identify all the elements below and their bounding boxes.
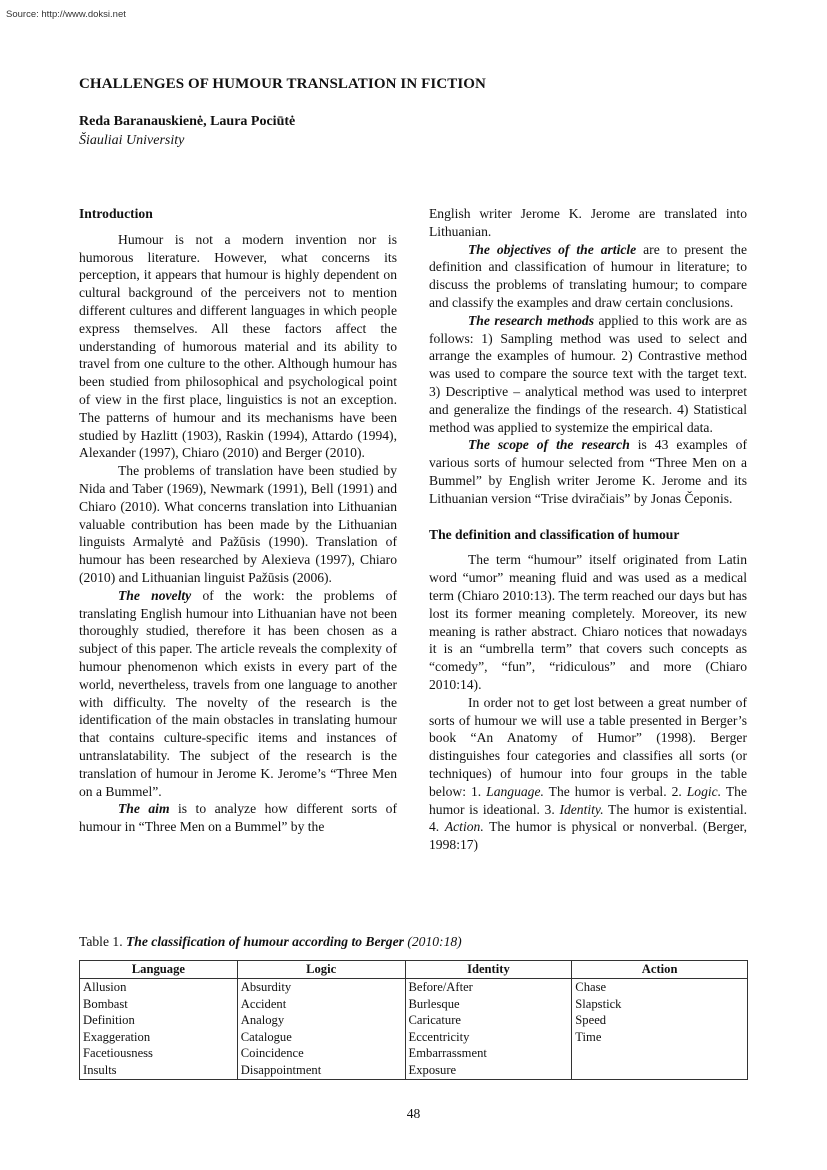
category-logic: Logic. <box>686 783 722 799</box>
table-header-cell: Identity <box>405 961 572 979</box>
table-cell: Time <box>572 1029 748 1046</box>
table-row <box>80 1045 748 1062</box>
section-heading-introduction: Introduction <box>79 206 153 221</box>
table-cell: Coincidence <box>237 1045 405 1062</box>
table-cell: Facetiousness <box>80 1045 238 1062</box>
table-cell <box>572 1045 748 1062</box>
paragraph-text: The humor is ideational. 3. <box>429 783 747 817</box>
paragraph <box>79 587 397 801</box>
table-row <box>80 1029 748 1046</box>
section-heading-definition: The definition and classification of humour <box>429 526 680 542</box>
table-cell: Chase <box>572 979 748 996</box>
paragraph-lead: The scope of the research <box>468 437 630 453</box>
paragraph-text: The humor is physical or nonverbal. (Berger, 1998:17) <box>429 819 748 853</box>
paragraph-text: The humor is existential. 4. <box>429 801 747 835</box>
paragraph-text: is 43 examples of various sorts of humour selected from “Three Men on a Bummel” by English writer Jerome K. Jerome and its Lithuanian version “Trise dviračiais” by Jonas Čeponis. <box>429 437 747 506</box>
table-cell: Bombast <box>80 996 238 1013</box>
source-url: Source: http://www.doksi.net <box>6 9 126 20</box>
table-caption-title: The classification of humour according to Berger <box>126 934 404 949</box>
paragraph-lead: The novelty <box>118 587 192 603</box>
paragraph-lead: The aim <box>118 801 170 817</box>
table-cell: Burlesque <box>405 996 572 1013</box>
table-cell <box>572 1062 748 1079</box>
affiliation: Šiauliai University <box>79 133 185 148</box>
table-header-cell: Logic <box>237 961 405 979</box>
table-cell: Speed <box>572 1012 748 1029</box>
table-header-cell: Action <box>572 961 748 979</box>
table-row <box>80 979 748 996</box>
table-cell: Slapstick <box>572 996 748 1013</box>
table-cell: Disappointment <box>237 1062 405 1079</box>
paragraph <box>429 694 747 854</box>
page-number: 48 <box>406 1106 421 1121</box>
category-identity: Identity. <box>559 801 604 817</box>
table-header-cell: Language <box>80 961 238 979</box>
table-cell: Embarrassment <box>405 1045 572 1062</box>
table-header-row <box>80 961 748 979</box>
paragraph-text: In order not to get lost between a great number of sorts of humour we will use a table presented in Berger’s book “An Anatomy of Humor” (1998). Berger distinguishes four categories and classifies all sorts (or techniques) of humour into four groups in the table below: 1. <box>429 694 747 799</box>
table-caption-prefix: Table 1. <box>79 934 126 949</box>
table-cell: Exposure <box>405 1062 572 1079</box>
table-cell: Eccentricity <box>405 1029 572 1046</box>
table-row <box>80 1062 748 1079</box>
paragraph <box>429 241 747 312</box>
right-column <box>429 205 747 854</box>
authors: Reda Baranauskienė, Laura Pociūtė <box>79 114 296 129</box>
table-caption-ref: (2010:18) <box>403 934 462 949</box>
paragraph: The problems of translation have been studied by Nida and Taber (1969), Newmark (1991), Bell (1991) and Chiaro (2010). What concerns translation into Lithuanian valuable contribution has been made by the Lithuanian linguists Armalytė and Pažūsis (1990). Translation of humour has been researched by Alexieva (1997), Chiaro (2010) and Lithuanian linguist Pažūsis (2006). <box>79 463 397 585</box>
table-row <box>80 1012 748 1029</box>
table-row <box>80 996 748 1013</box>
table-cell: Analogy <box>237 1012 405 1029</box>
paragraph <box>429 436 747 507</box>
table-cell: Before/After <box>405 979 572 996</box>
paragraph-text: The humor is verbal. 2. <box>543 783 687 799</box>
table-cell: Allusion <box>80 979 238 996</box>
left-column <box>79 205 397 836</box>
table-caption <box>79 934 462 950</box>
paragraph-lead: The objectives of the article <box>468 241 637 257</box>
table-cell: Catalogue <box>237 1029 405 1046</box>
category-language: Language. <box>486 783 544 799</box>
paper-title: CHALLENGES OF HUMOUR TRANSLATION IN FICTION <box>79 76 486 92</box>
table-cell: Insults <box>80 1062 238 1079</box>
paragraph-lead: The research methods <box>468 312 595 328</box>
table-cell: Caricature <box>405 1012 572 1029</box>
paragraph: English writer Jerome K. Jerome are translated into Lithuanian. <box>429 206 747 239</box>
paragraph <box>429 312 747 437</box>
table-cell: Exaggeration <box>80 1029 238 1046</box>
paragraph: Humour is not a modern invention nor is humorous literature. However, what concerns its perception, it appears that humour is highly dependent on cultural background of the perceivers not to mention different cultures and different languages in which people express themselves. All these factors affect the understanding of humorous material and its ability to travel from one culture to the other. Although humour has been studied from philosophical and psychological point of view in the first place, linguistics is not an exception. The patterns of humour and its mechanisms have been studied by Hazlitt (1903), Raskin (1994), Attardo (1994), Alexander (1997), Chiaro (2010) and Berger (2010). <box>79 231 397 461</box>
table-cell: Absurdity <box>237 979 405 996</box>
paragraph-text: are to present the definition and classification of humour in literature; to discuss the problems of translating humour; to compare and classify the examples and draw certain conclusions. <box>429 241 747 310</box>
classification-table <box>79 960 748 1080</box>
table-cell: Definition <box>80 1012 238 1029</box>
paragraph <box>79 800 397 836</box>
category-action: Action. <box>444 819 484 835</box>
paragraph-text: of the work: the problems of translating English humour into Lithuanian have not been thoroughly studied, therefore it has been chosen as a subject of this paper. The article reveals the complexity of humour phenomenon which exists in every part of the world, nevertheless, travels from one language to another with difficulty. The novelty of the research is the identification of the main obstacles in translating humour that contains culture-specific items and instances of untranslatability. The subject of the research is the translation of humour in Jerome K. Jerome’s “Three Men on a Bummel”. <box>79 587 397 799</box>
paragraph-text: is to analyze how different sorts of humour in “Three Men on a Bummel” by the <box>79 801 397 835</box>
table-cell: Accident <box>237 996 405 1013</box>
paragraph: The term “humour” itself originated from Latin word “umor” meaning fluid and was used as a medical term (Chiaro 2010:13). The term reached our days but has lost its former meaning completely. Moreover, its new meaning is rather abstract. Chiaro notices that nowadays it is an “umbrella term” that covers such concepts as “comedy”, “fun”, “ridiculous” and more (Chiaro 2010:14). <box>429 552 747 692</box>
paragraph-text: applied to this work are as follows: 1) Sampling method was used to select and arrange the examples of humour. 2) Contrastive method was used to compare the source text with the target text. 3) Descriptive – analytical method was used to interpret and generalize the findings of the research. 4) Statistical method was applied to systemize the empirical data. <box>429 312 747 435</box>
